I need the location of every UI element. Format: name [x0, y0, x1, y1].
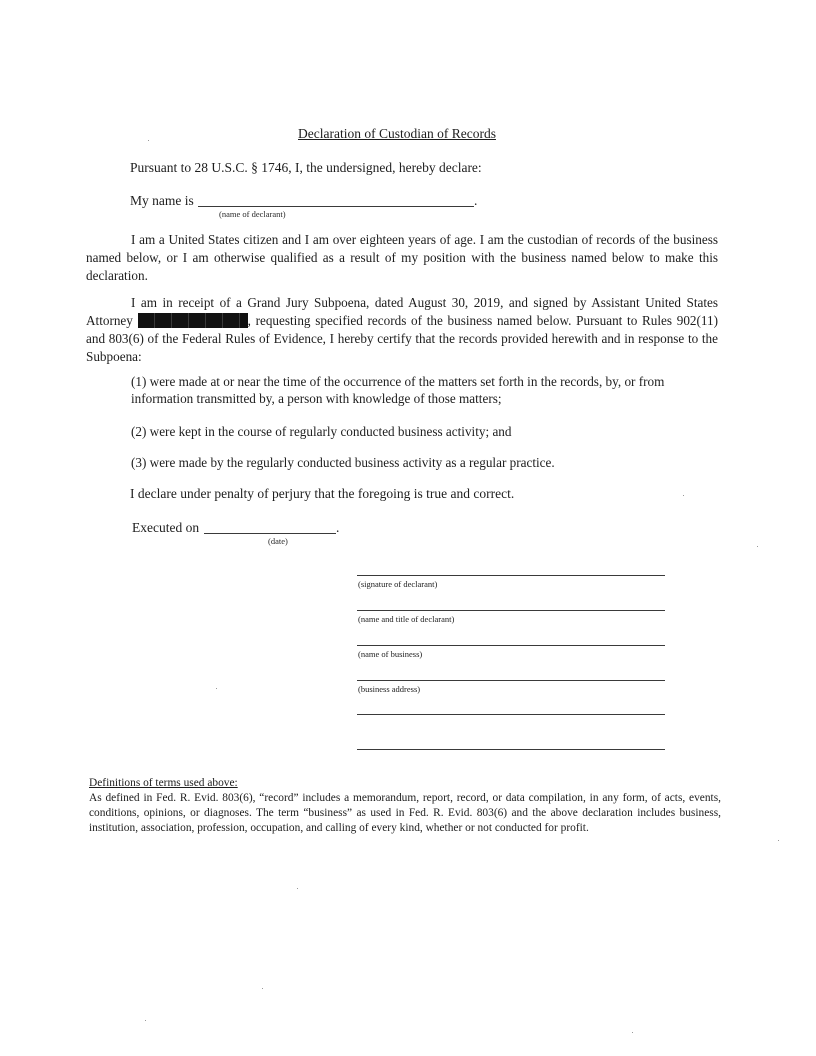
date-blank-line[interactable]: [204, 533, 336, 534]
signature-caption: (signature of declarant): [358, 579, 438, 589]
date-caption: (date): [268, 536, 288, 546]
scan-speck: [148, 140, 149, 141]
executed-label: Executed on: [132, 520, 200, 535]
subpoena-paragraph: [86, 294, 718, 366]
scan-speck: [297, 888, 298, 889]
subpoena-text-before: I am in receipt of a Grand Jury Subpoena, dated August 30, 2019, and signed by Assistant United States Attorney: [86, 295, 718, 328]
perjury-statement: I declare under penalty of perjury that the foregoing is true and correct.: [130, 486, 515, 501]
name-title-caption: (name and title of declarant): [358, 614, 455, 624]
name-label: My name is: [130, 193, 194, 208]
business-address-line[interactable]: [357, 680, 665, 681]
record-item-1: (1) were made at or near the time of the occurrence of the matters set forth in the records, by, or from information transmitted by, a person with knowledge of those matters;: [131, 374, 665, 406]
scan-speck: [757, 546, 758, 547]
name-caption: (name of declarant): [219, 209, 286, 219]
record-item-2: (2) were kept in the course of regularly conducted business activity; and: [131, 424, 512, 439]
scan-speck: [632, 1032, 633, 1033]
definitions-body: As defined in Fed. R. Evid. 803(6), “record” includes a memorandum, report, record, or data compilation, in any form, of acts, events, conditions, opinions, or diagnoses. The term “business” as used in Fed. R. Evid. 803(6) and the above declaration includes business, institution, association, profession, occupation, and calling of every kind, whether or not conducted for profit.: [89, 792, 721, 834]
business-name-caption: (name of business): [358, 649, 423, 659]
scan-speck: [683, 495, 684, 496]
address-line-3[interactable]: [357, 749, 665, 750]
executed-period: .: [336, 520, 340, 535]
signature-line[interactable]: [357, 575, 665, 576]
scan-speck: [262, 988, 263, 989]
business-address-caption: (business address): [358, 684, 421, 694]
business-name-line[interactable]: [357, 645, 665, 646]
address-line-2[interactable]: [357, 714, 665, 715]
citizenship-paragraph: I am a United States citizen and I am over eighteen years of age. I am the custodian of records of the business named below, or I am otherwise qualified as a result of my position with the business named below to make this declaration.: [86, 232, 718, 283]
intro-statement: Pursuant to 28 U.S.C. § 1746, I, the undersigned, hereby declare:: [130, 160, 482, 175]
definitions-section: [89, 776, 721, 836]
document-title: Declaration of Custodian of Records: [298, 126, 496, 141]
name-blank-line[interactable]: [198, 206, 474, 207]
record-item-3: (3) were made by the regularly conducted business activity as a regular practice.: [131, 455, 555, 470]
redaction-block: [138, 313, 248, 328]
name-title-line[interactable]: [357, 610, 665, 611]
subpoena-text-after: , requesting specified records of the business named below. Pursuant to Rules 902(11) and 803(6) of the Federal Rules of Evidence, I hereby certify that the records provided herewith and in response to the Subpoena:: [86, 313, 718, 364]
scan-speck: [216, 688, 217, 689]
name-period: .: [474, 193, 478, 208]
scan-speck: [145, 1020, 146, 1021]
scan-speck: [778, 840, 779, 841]
definitions-title: Definitions of terms used above:: [89, 777, 238, 789]
